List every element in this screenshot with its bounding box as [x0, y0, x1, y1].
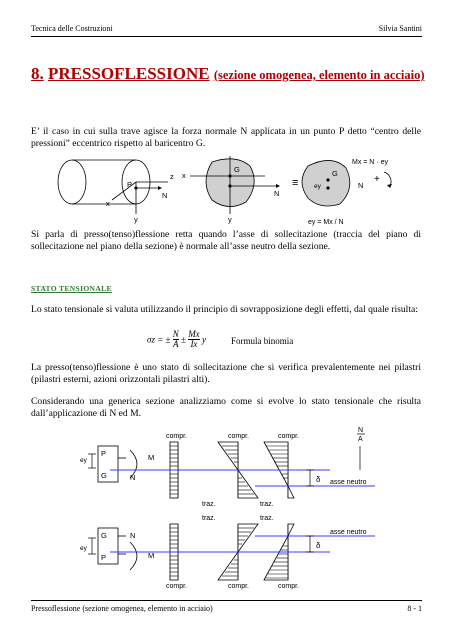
bottom-g-label: G [101, 531, 107, 540]
moment-arrow [384, 172, 391, 186]
footer-rule [31, 600, 422, 601]
figure-beam-section [40, 156, 420, 226]
bottom-traz-1: traz. [202, 515, 216, 522]
axis-z-label: z [170, 172, 174, 181]
retta-paragraph: Si parla di presso(tenso)flessione retta quando l’asse di sollecitazione (traccia del piano di sollecitazione nel piano della sezione) è normale all’asse neutro della sezione. [31, 229, 421, 252]
bottom-n-label: N [130, 531, 136, 540]
formula-den1: A [172, 339, 179, 349]
top-result-traz [288, 486, 294, 498]
header-right: Silvia Santini [378, 24, 422, 33]
top-result-compr [264, 442, 288, 486]
top-compr-1: compr. [166, 433, 188, 440]
formula-lhs: σz = ± [147, 334, 171, 345]
top-ey-label: ey [80, 457, 87, 464]
top-g-label: G [101, 471, 107, 480]
title-sub: (sezione omogenea, elemento in acciaio) [213, 68, 425, 82]
top-neutral-label: asse neutro [330, 479, 367, 486]
superposition-paragraph: Lo stato tensionale si valuta utilizzando il principio di sovrapposizione degli effetti, dal quale risulta: [31, 304, 418, 315]
axis-y-label: y [134, 215, 138, 224]
moment-label: Mx = N · ey [352, 159, 388, 166]
bottom-p-label: P [101, 553, 107, 562]
page-number: 8 - 1 [407, 604, 422, 613]
footer-left: Pressoflessione (sezione omogenea, elemento in acciaio) [31, 604, 213, 613]
section-y-label: y [228, 215, 232, 224]
bottom-traz-2: traz. [260, 515, 274, 522]
bottom-compr-2: compr. [228, 583, 250, 590]
bottom-neutral-label: asse neutro [330, 529, 367, 536]
top-traz-1: traz. [202, 501, 216, 508]
header-rule [31, 36, 422, 37]
title-main: PRESSOFLESSIONE [48, 64, 210, 83]
evolution-paragraph: Considerando una generica sezione analizziamo come si evolve lo stato tensionale che risulta dall’applicazione di N ed M. [31, 396, 421, 419]
binomial-formula: σz = ± $\frac{N}{A}$ ± $\frac{Mx}{Ix}$ y [147, 329, 206, 349]
top-compr-2: compr. [228, 433, 250, 440]
formula-num1: N [172, 329, 179, 339]
equivalence-symbol: ≡ [292, 177, 299, 189]
section2-ey-label: ey [314, 183, 321, 190]
section-heading: STATO TENSIONALE [31, 284, 112, 293]
top-traz-2: traz. [260, 501, 274, 508]
title-number: 8. [31, 64, 44, 83]
intro-paragraph: E’ il caso in cui sulla trave agisce la forza normale N applicata in un punto P detto “centro delle pressioni” eccentrico rispetto al baricentro G. [31, 126, 421, 149]
eccentricity-label: ey = Mx / N [308, 219, 344, 226]
bottom-compr-1: compr. [166, 583, 188, 590]
plus-sign: + [374, 174, 380, 185]
section2-g-label: G [332, 169, 338, 178]
figure-stress-diagrams [30, 424, 422, 590]
page-title [31, 64, 425, 84]
formula-label: Formula binomia [231, 336, 294, 346]
section-shape-2 [302, 160, 350, 206]
top-compr-3: compr. [278, 433, 300, 440]
top-delta-label: δ [316, 475, 321, 484]
section-x-label: x [182, 171, 186, 180]
section-n-label: N [274, 189, 280, 198]
bottom-ey-label: ey [80, 545, 87, 552]
bottom-m-label: M [148, 551, 155, 560]
top-p-label: P [101, 449, 107, 458]
formula-tail: y [201, 334, 206, 345]
bottom-result-traz [288, 524, 294, 536]
force-n-label: N [162, 191, 168, 200]
top-na-den: A [358, 436, 363, 443]
header-left: Tecnica delle Costruzioni [31, 24, 113, 33]
axis-x-label: x [106, 199, 110, 208]
formula-den2: Ix [190, 339, 198, 349]
pilastri-paragraph: La presso(tenso)flessione è uno stato di sollecitazione che si verifica prevalentemente nei pilastri (pilastri esterni, azioni orizzontali pilastri alti). [31, 362, 421, 385]
point-p-label: P [127, 180, 133, 189]
section2-n-label: N [358, 181, 364, 190]
top-m-label: M [148, 453, 155, 462]
bottom-delta-label: δ [316, 541, 321, 550]
bottom-compr-3: compr. [278, 583, 300, 590]
beam-end-left [58, 160, 86, 204]
formula-num2: Mx [188, 329, 200, 339]
top-n-label: N [130, 473, 136, 482]
top-na-num: N [358, 427, 364, 434]
section-g-label: G [234, 165, 240, 174]
bottom-moment-arrow [130, 542, 137, 570]
